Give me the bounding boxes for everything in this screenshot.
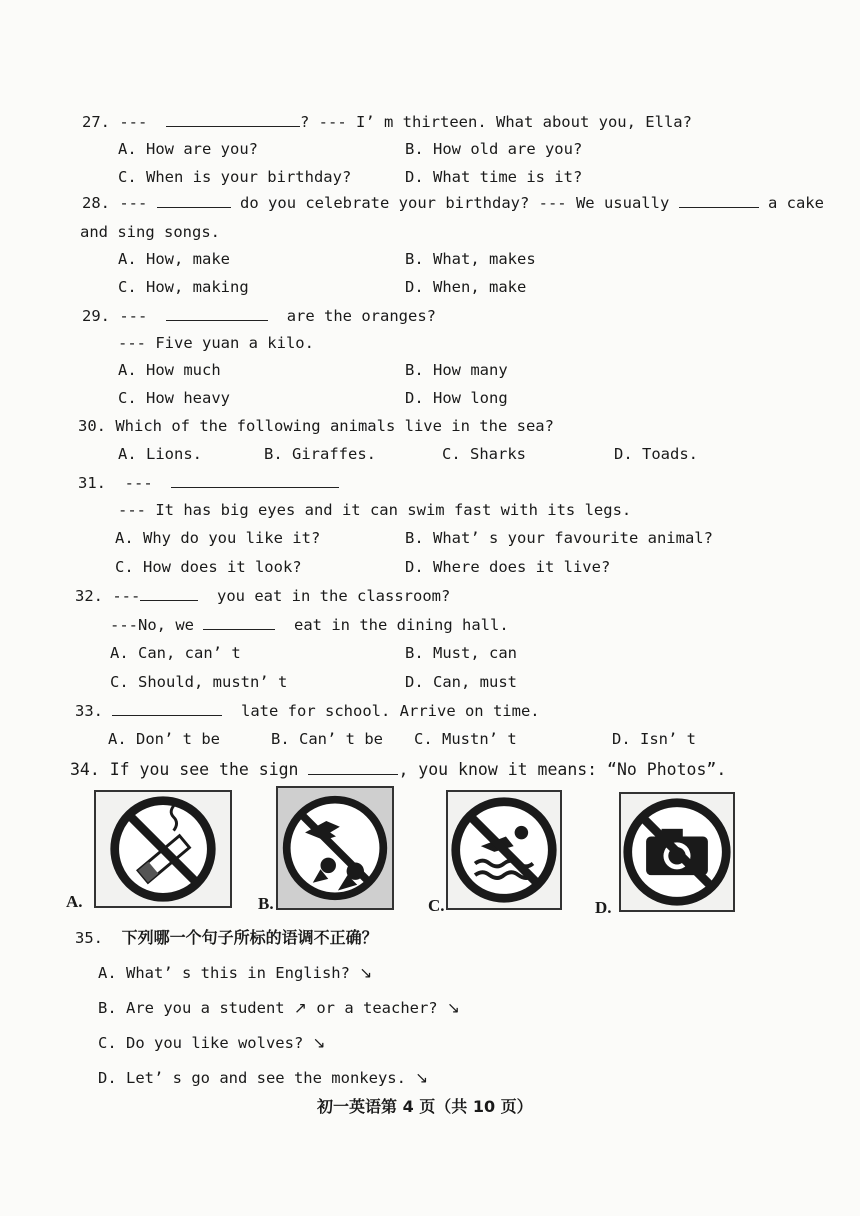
q31-answer: --- It has big eyes and it can swim fast with its legs. (118, 501, 632, 519)
sign-d-no-photos[interactable] (619, 792, 735, 912)
q34-text-start: If you see the sign (109, 760, 299, 779)
q29-option-c[interactable]: C. How heavy (118, 389, 230, 407)
q31-option-a[interactable]: A. Why do you like it? (115, 529, 321, 547)
q35-option-b-rest: or a teacher? (316, 999, 438, 1017)
q33-blank[interactable] (112, 701, 222, 716)
q30-option-a[interactable]: A. Lions. (118, 445, 202, 463)
q33-option-b[interactable]: B. Can’ t be (271, 730, 383, 748)
q32-number: 32. (75, 587, 103, 605)
q27-dash: --- (119, 113, 148, 131)
q29-stem (82, 306, 436, 326)
q28-option-c[interactable]: C. How, making (118, 278, 249, 296)
sign-c-no-swimming[interactable] (446, 790, 562, 910)
no-feeding-birds-icon (278, 788, 392, 908)
q32-stem (75, 586, 450, 606)
q32-answer-end: eat in the dining hall. (294, 616, 509, 634)
q35-number: 35. (75, 929, 103, 947)
q32-dash: --- (112, 587, 141, 605)
falling-intonation-icon: ↘ (312, 1034, 326, 1052)
q27-option-a[interactable]: A. How are you? (118, 140, 258, 158)
q31-stem (78, 473, 339, 493)
q34-blank[interactable] (308, 760, 398, 775)
falling-intonation-icon: ↘ (447, 999, 460, 1017)
q27-text: ? --- I’ m thirteen. What about you, Ella? (300, 113, 692, 131)
q29-option-d[interactable]: D. How long (405, 389, 508, 407)
q28-dash: --- (119, 194, 148, 212)
falling-intonation-icon: ↘ (359, 964, 373, 982)
sign-c-label: C. (428, 896, 445, 915)
q32-text: you eat in the classroom? (217, 587, 451, 605)
no-photos-icon (621, 794, 733, 910)
q33-number: 33. (75, 702, 103, 720)
q29-number: 29. (82, 307, 110, 325)
q33-option-a[interactable]: A. Don’ t be (108, 730, 220, 748)
falling-intonation-icon: ↘ (415, 1069, 429, 1087)
q28-option-d[interactable]: D. When, make (405, 278, 527, 296)
q30-option-c[interactable]: C. Sharks (442, 445, 526, 463)
q27-option-c[interactable]: C. When is your birthday? (118, 168, 352, 186)
q29-blank[interactable] (166, 306, 268, 321)
q35-option-b-text: B. Are you a student (98, 999, 285, 1017)
q28-blank-2[interactable] (679, 193, 759, 208)
q27-stem (82, 112, 692, 132)
q28-number: 28. (82, 194, 110, 212)
q33-option-c[interactable]: C. Mustn’ t (414, 730, 517, 748)
q30-stem (78, 416, 554, 436)
q32-option-d[interactable]: D. Can, must (405, 673, 517, 691)
q31-blank[interactable] (171, 473, 339, 488)
rising-intonation-icon: ↗ (293, 999, 307, 1017)
q28-option-a[interactable]: A. How, make (118, 250, 230, 268)
q28-continuation: and sing songs. (80, 223, 220, 241)
q30-text: Which of the following animals live in the sea? (115, 417, 554, 435)
q30-number: 30. (78, 417, 106, 435)
q35-option-d[interactable] (98, 1068, 428, 1088)
q32-blank-2[interactable] (203, 615, 275, 630)
q31-option-c[interactable]: C. How does it look? (115, 558, 302, 576)
q35-text: 下列哪一个句子所标的语调不正确？ (121, 928, 378, 947)
q33-text: late for school. Arrive on time. (241, 702, 540, 720)
sign-d-label: D. (595, 898, 612, 917)
q35-option-c[interactable] (98, 1033, 326, 1053)
q27-blank[interactable] (166, 112, 300, 127)
q29-answer: --- Five yuan a kilo. (118, 334, 314, 352)
q31-option-d[interactable]: D. Where does it live? (405, 558, 611, 576)
q30-option-d[interactable]: D. Toads. (614, 445, 698, 463)
q29-option-a[interactable]: A. How much (118, 361, 221, 379)
sign-a-label: A. (66, 892, 83, 911)
q35-option-a[interactable] (98, 963, 372, 983)
sign-a-no-smoking[interactable] (94, 790, 232, 908)
q27-option-b[interactable]: B. How old are you? (405, 140, 583, 158)
q27-number: 27. (82, 113, 110, 131)
q31-number: 31. (78, 474, 106, 492)
q35-option-c-text: C. Do you like wolves? (98, 1034, 304, 1052)
q33-option-d[interactable]: D. Isn’ t (612, 730, 696, 748)
q28-text-end: a cake (767, 194, 824, 212)
no-swimming-icon (448, 792, 560, 908)
q32-blank-1[interactable] (140, 586, 198, 601)
q32-option-c[interactable]: C. Should, mustn’ t (110, 673, 288, 691)
q28-stem (82, 193, 824, 213)
q28-text: do you celebrate your birthday? --- We usually (240, 194, 670, 212)
q32-answer-start: ---No, we (110, 616, 194, 634)
q29-dash: --- (119, 307, 148, 325)
q31-option-b[interactable]: B. What’ s your favourite animal? (405, 529, 713, 547)
q35-option-b[interactable] (98, 998, 460, 1018)
sign-b-label: B. (258, 894, 274, 913)
q29-option-b[interactable]: B. How many (405, 361, 508, 379)
no-smoking-icon (96, 792, 230, 906)
page-footer: 初一英语第 4 页（共 10 页） (317, 1097, 533, 1116)
q30-option-b[interactable]: B. Giraffes. (264, 445, 376, 463)
q35-option-d-text: D. Let’ s go and see the monkeys. (98, 1069, 406, 1087)
q33-stem (75, 701, 540, 721)
q35-option-a-text: A. What’ s this in English? (98, 964, 350, 982)
q32-option-b[interactable]: B. Must, can (405, 644, 517, 662)
q28-blank-1[interactable] (157, 193, 231, 208)
q28-option-b[interactable]: B. What, makes (405, 250, 536, 268)
q34-text-end: , you know it means: “No Photos”. (398, 760, 727, 779)
q34-stem (70, 760, 726, 780)
sign-b-no-feeding[interactable] (276, 786, 394, 910)
q35-stem (75, 928, 378, 948)
q31-dash: --- (124, 474, 153, 492)
q34-number: 34. (70, 760, 100, 779)
q32-answer (110, 615, 509, 635)
q32-option-a[interactable]: A. Can, can’ t (110, 644, 241, 662)
q27-option-d[interactable]: D. What time is it? (405, 168, 583, 186)
q29-text: are the oranges? (286, 307, 436, 325)
